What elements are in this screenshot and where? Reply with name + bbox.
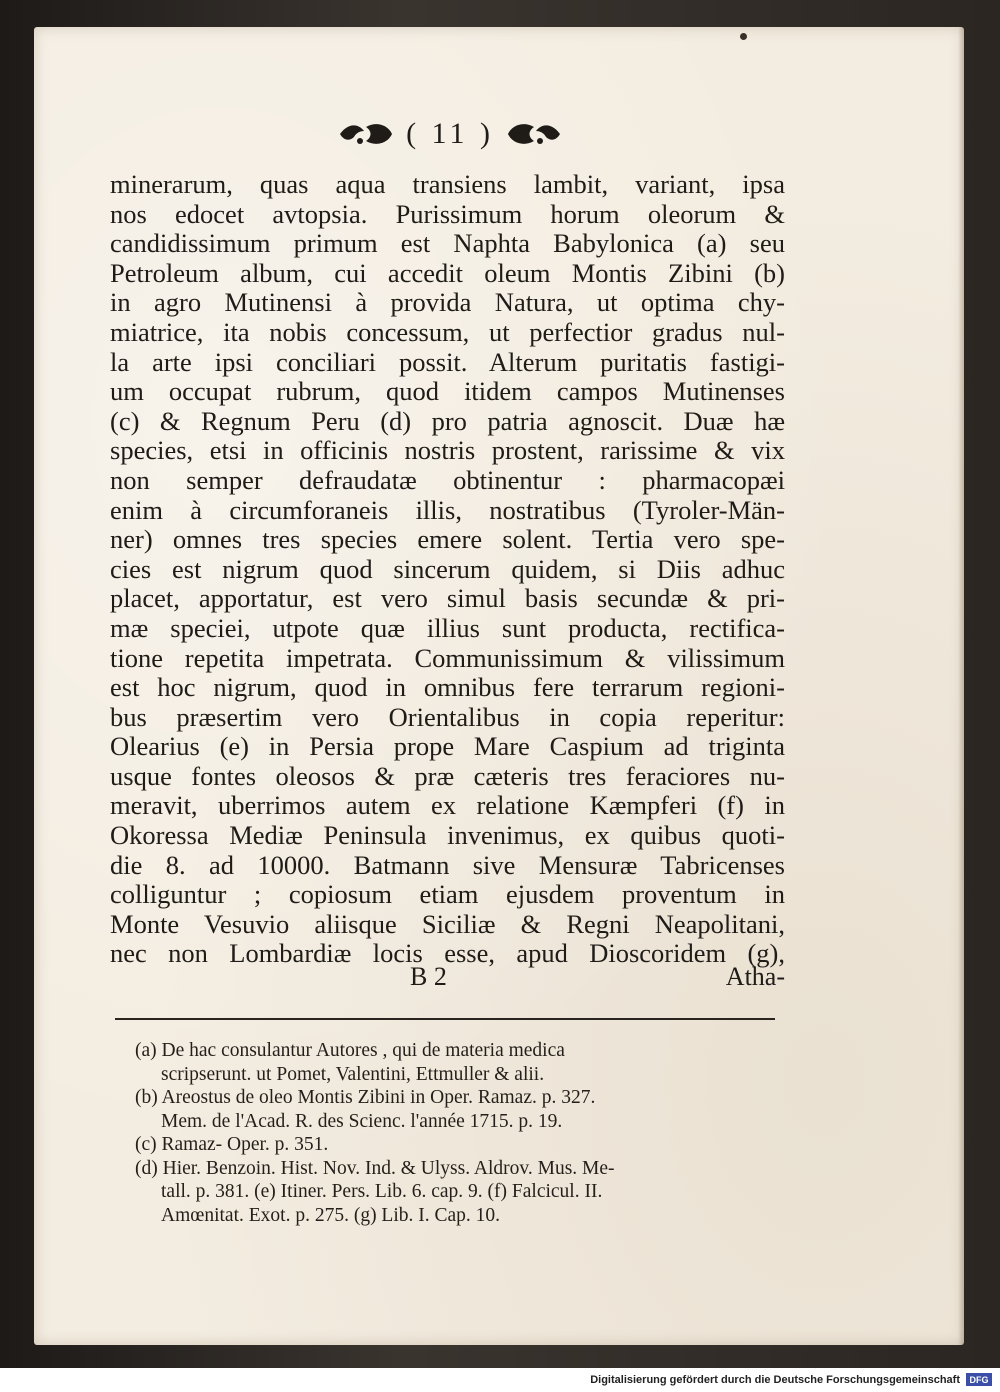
right-fleuron-icon	[504, 119, 564, 149]
catchword: Atha-	[725, 962, 785, 991]
footnote-d-continued: tall. p. 381. (e) Itiner. Pers. Lib. 6. cap. 9. (f) Falcicul. II.	[161, 1181, 603, 1202]
text-line: Petroleum album, cui accedit oleum Montis Zibini (b)	[110, 257, 785, 288]
text-line: miatrice, ita nobis concessum, ut perfectior gradus nul-	[110, 316, 785, 347]
text-line: candidissimum primum est Naphta Babylonica (a) seu	[110, 228, 785, 259]
text-line: nos edocet avtopsia. Purissimum horum oleorum &	[110, 198, 785, 229]
signature-mark: B 2	[410, 962, 447, 991]
digitization-footer	[0, 1368, 1000, 1392]
text-line: Olearius (e) in Persia prope Mare Caspium ad triginta	[110, 731, 785, 762]
text-line: Okoressa Mediæ Peninsula invenimus, ex quibus quoti-	[110, 820, 785, 851]
text-line: in agro Mutinensi à provida Natura, ut optima chy-	[110, 287, 785, 318]
ink-speck	[740, 33, 747, 40]
footnote-rule	[115, 1018, 775, 1020]
text-line: est hoc nigrum, quod in omnibus fere terrarum regioni-	[110, 672, 785, 703]
text-line: meravit, uberrimos autem ex relatione Kæmpferi (f) in	[110, 790, 785, 821]
text-line: colliguntur ; copiosum etiam ejusdem proventum in	[110, 879, 785, 910]
footnote-b-continued: Mem. de l'Acad. R. des Scienc. l'année 1715. p. 19.	[161, 1110, 563, 1132]
footnote-c: (c) Ramaz- Oper. p. 351.	[135, 1134, 329, 1155]
text-line: non semper defraudatæ obtinentur : pharmacopæi	[110, 464, 785, 495]
footnote-a-continued: scripserunt. ut Pomet, Valentini, Ettmuller & alii.	[161, 1063, 545, 1085]
text-line: bus præsertim vero Orientalibus in copia reperitur:	[110, 701, 785, 732]
footnote-g-line: Amœnitat. Exot. p. 275. (g) Lib. I. Cap. 10.	[161, 1204, 501, 1226]
text-line: enim à circumforaneis illis, nostratibus (Tyroler-Män-	[110, 494, 785, 525]
text-line: la arte ipsi conciliari possit. Alterum puritatis fastigi-	[110, 346, 785, 377]
page-number: ( 11 )	[406, 117, 494, 150]
page-edge-shadow	[958, 27, 964, 1345]
text-line: die 8. ad 10000. Batmann sive Mensuræ Tabricenses	[110, 849, 785, 880]
footnotes-block	[135, 1039, 780, 1227]
text-line: um occupat rubrum, quod itidem campos Mutinenses	[110, 376, 785, 407]
left-fleuron-icon	[336, 119, 396, 149]
text-line: nec non Lombardiæ locis esse, apud Dioscoridem (g),	[110, 938, 785, 969]
footnote-a: (a) De hac consulantur Autores , qui de materia medica	[135, 1040, 565, 1061]
footnote-b: (b) Areostus de oleo Montis Zibini in Oper. Ramaz. p. 327.	[135, 1087, 596, 1108]
text-line: cies est nigrum quod sincerum quidem, si Diis adhuc	[110, 553, 785, 584]
text-line: placet, apportatur, est vero simul basis secundæ & pri-	[110, 583, 785, 614]
text-line: ner) omnes tres species emere solent. Tertia vero spe-	[110, 524, 785, 555]
main-text-block	[110, 170, 785, 969]
text-line: species, etsi in officinis nostris prostent, rarissime & vix	[110, 435, 785, 466]
funding-credit: Digitalisierung gefördert durch die Deutsche Forschungsgemeinschaft	[590, 1374, 960, 1386]
dfg-logo-icon: DFG	[966, 1373, 992, 1386]
text-line: Monte Vesuvio aliisque Siciliæ & Regni Neapolitani,	[110, 908, 785, 939]
text-line: mæ speciei, utpote quæ illius sunt producta, rectifica-	[110, 612, 785, 643]
footnote-d: (d) Hier. Benzoin. Hist. Nov. Ind. & Ulyss. Aldrov. Mus. Me-	[135, 1157, 615, 1179]
text-line: tione repetita impetrata. Communissimum & vilissimum	[110, 642, 785, 673]
text-line: (c) & Regnum Peru (d) pro patria agnoscit. Duæ hæ	[110, 405, 785, 436]
signature-row	[110, 962, 785, 996]
page-header	[300, 112, 600, 156]
text-line: minerarum, quas aqua transiens lambit, variant, ipsa	[110, 169, 785, 199]
text-line: usque fontes oleosos & præ cæteris tres feraciores nu-	[110, 760, 785, 791]
